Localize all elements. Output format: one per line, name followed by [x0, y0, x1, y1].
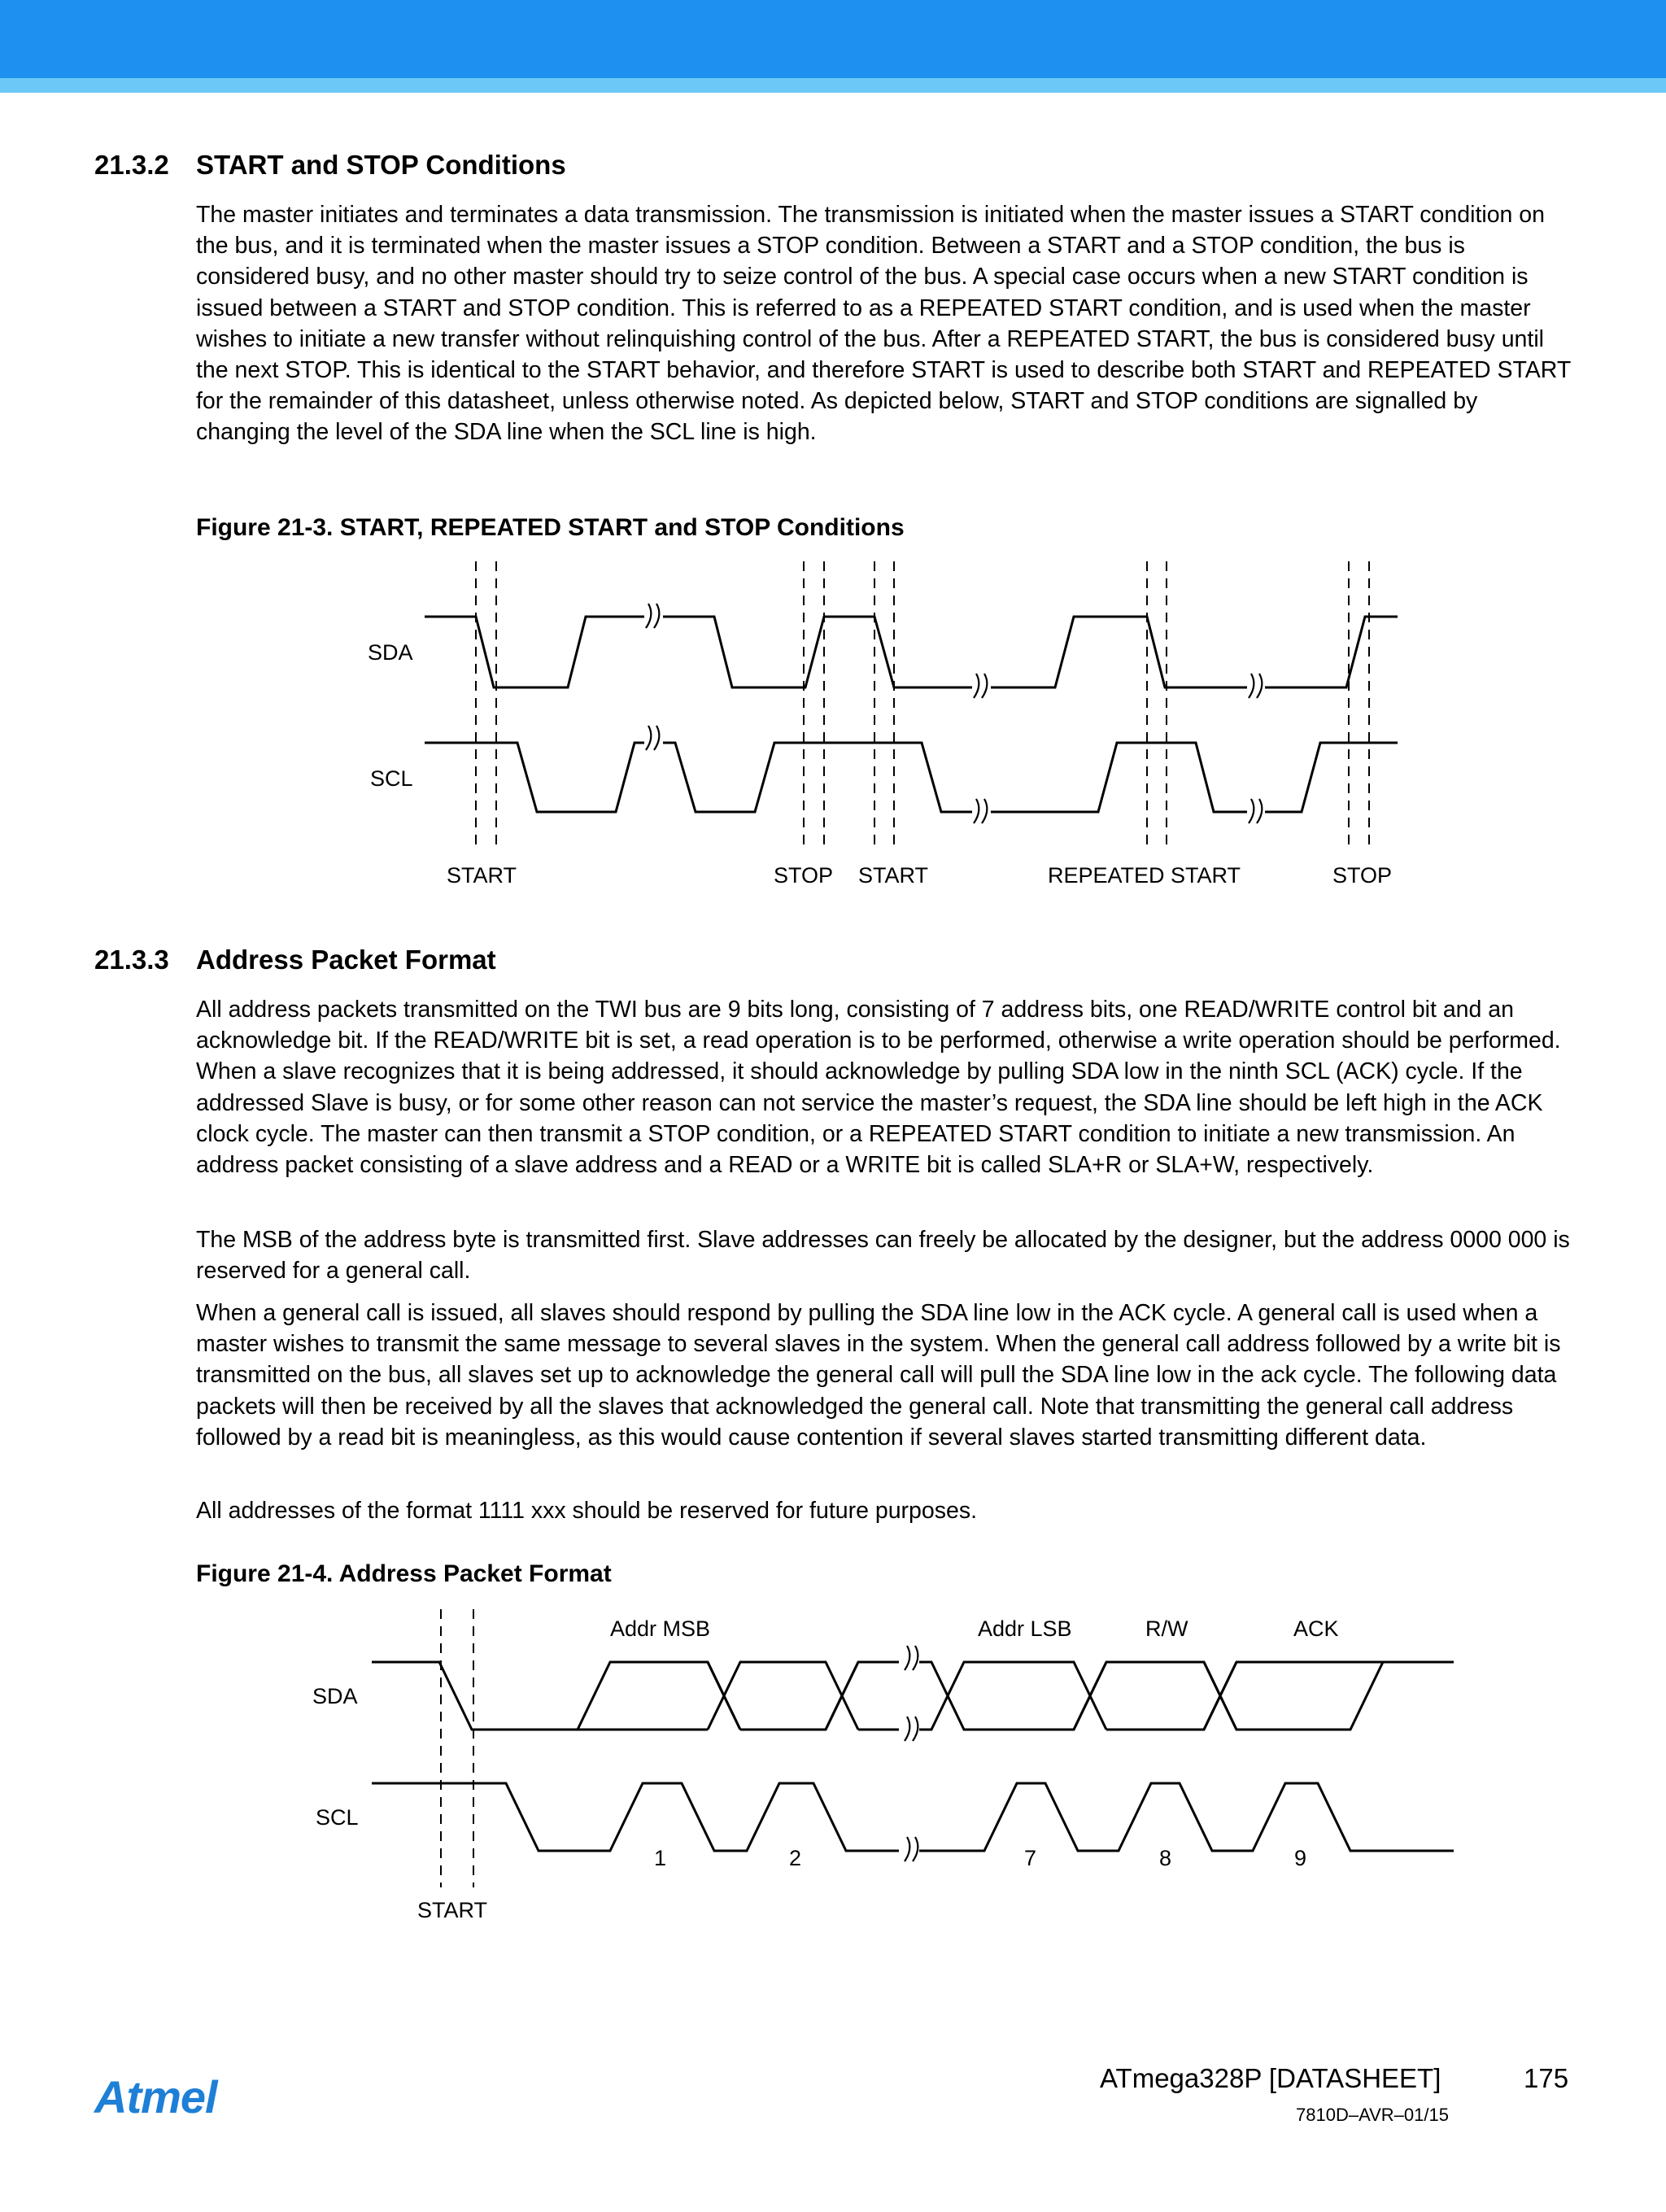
document-revision: 7810D–AVR–01/15: [1296, 2105, 1449, 2125]
sda-waveform: [1074, 1662, 1236, 1730]
clock-number: 2: [789, 1846, 802, 1870]
section-title: Address Packet Format: [196, 945, 496, 975]
section-title: START and STOP Conditions: [196, 150, 566, 180]
section-paragraph: All address packets transmitted on the TWI bus are 9 bits long, consisting of 7 address bits, one READ/WRITE control bit and an acknowledge bit. If the READ/WRITE bit is set, a read operation is to be performed, otherwise a write operation should be performed. When a slave recognizes that it is being addressed, it should acknowledge by pulling SDA low in the ninth SCL (ACK) cycle. If the addressed Slave is busy, or for some other reason can not service the master’s request, the SDA line should be left high in the ACK clock cycle. The master can then transmit a STOP condition, or a REPEATED START condition to initiate a new transmission. An address packet consisting of a slave address and a READ or a WRITE bit is called SLA+R or SLA+W, respectively.: [196, 997, 1561, 1179]
clock-number: 1: [654, 1846, 667, 1870]
repeated-start-label: REPEATED START: [1048, 863, 1241, 888]
sda-waveform: [826, 1662, 899, 1730]
sda-waveform: [372, 1662, 578, 1730]
scl-waveform: [372, 1783, 899, 1851]
page-number: 175: [1524, 2063, 1569, 2093]
break-mark: [905, 1717, 918, 1741]
stop-label: STOP: [1332, 863, 1393, 888]
section-number: 21.3.2: [94, 150, 169, 180]
scl-label: SCL: [370, 766, 413, 791]
clock-number: 7: [1024, 1846, 1037, 1870]
ack-label: ACK: [1293, 1616, 1339, 1641]
start-label: START: [417, 1898, 488, 1922]
addr-lsb-label: Addr LSB: [978, 1616, 1072, 1641]
figure-caption: Figure 21-3. START, REPEATED START and STOP Conditions: [196, 514, 905, 541]
section-number: 21.3.3: [94, 945, 169, 975]
section-paragraph: When a general call is issued, all slaves should respond by pulling the SDA line low in the ACK cycle. A general call is used when a master wishes to transmit the same message to several slaves in the system. When the general call address followed by a write bit is transmitted on the bus, all slaves set up to acknowledge the general call will pull the SDA line low in the ack cycle. The following data packets will then be received by all the slaves that acknowledged the general call. Note that transmitting the general call address followed by a read bit is meaningless, as this would cause contention if several slaves started transmitting different data.: [196, 1300, 1561, 1451]
clock-number: 8: [1159, 1846, 1172, 1870]
atmel-logo: Atmel: [94, 2071, 217, 2123]
sda-waveform: [1204, 1662, 1383, 1730]
sda-label: SDA: [368, 640, 413, 665]
break-mark: [905, 1837, 918, 1861]
stop-label: STOP: [774, 863, 834, 888]
figure-caption: Figure 21-4. Address Packet Format: [196, 1560, 612, 1587]
sda-waveform: [578, 1662, 740, 1730]
scl-waveform: [919, 1783, 1454, 1851]
section-paragraph: All addresses of the format 1111 xxx should be reserved for future purposes.: [196, 1498, 978, 1524]
break-mark: [905, 1646, 918, 1670]
sda-label: SDA: [312, 1684, 358, 1708]
scl-label: SCL: [316, 1805, 359, 1830]
rw-label: R/W: [1145, 1616, 1188, 1641]
section-paragraph: The MSB of the address byte is transmitted first. Slave addresses can freely be allocated by the designer, but the address 0000 000 is reserved for a general call.: [196, 1227, 1570, 1285]
clock-number: 9: [1294, 1846, 1307, 1870]
footer-document-title: ATmega328P [DATASHEET]: [1100, 2063, 1441, 2093]
section-paragraph: The master initiates and terminates a data transmission. The transmission is initiated when the master issues a START condition on the bus, and it is terminated when the master issues a STOP condition. Between a START and a STOP condition, the bus is considered busy, and no other master should try to seize control of the bus. A special case occurs when a new START condition is issued between a START and STOP condition. This is referred to as a REPEATED START condition, and is used when the master wishes to initiate a new transfer without relinquishing control of the bus. After a REPEATED START, the bus is considered busy until the next STOP. This is identical to the START behavior, and therefore START is used to describe both START and REPEATED START for the remainder of this datasheet, unless otherwise noted. As depicted below, START and STOP conditions are signalled by changing the level of the SDA line when the SCL line is high.: [196, 202, 1571, 446]
addr-msb-label: Addr MSB: [610, 1616, 711, 1641]
sda-waveform: [740, 1662, 858, 1730]
start-label: START: [858, 863, 929, 888]
sda-waveform: [708, 1662, 858, 1730]
sda-waveform: [1106, 1662, 1236, 1730]
start-label: START: [447, 863, 517, 888]
